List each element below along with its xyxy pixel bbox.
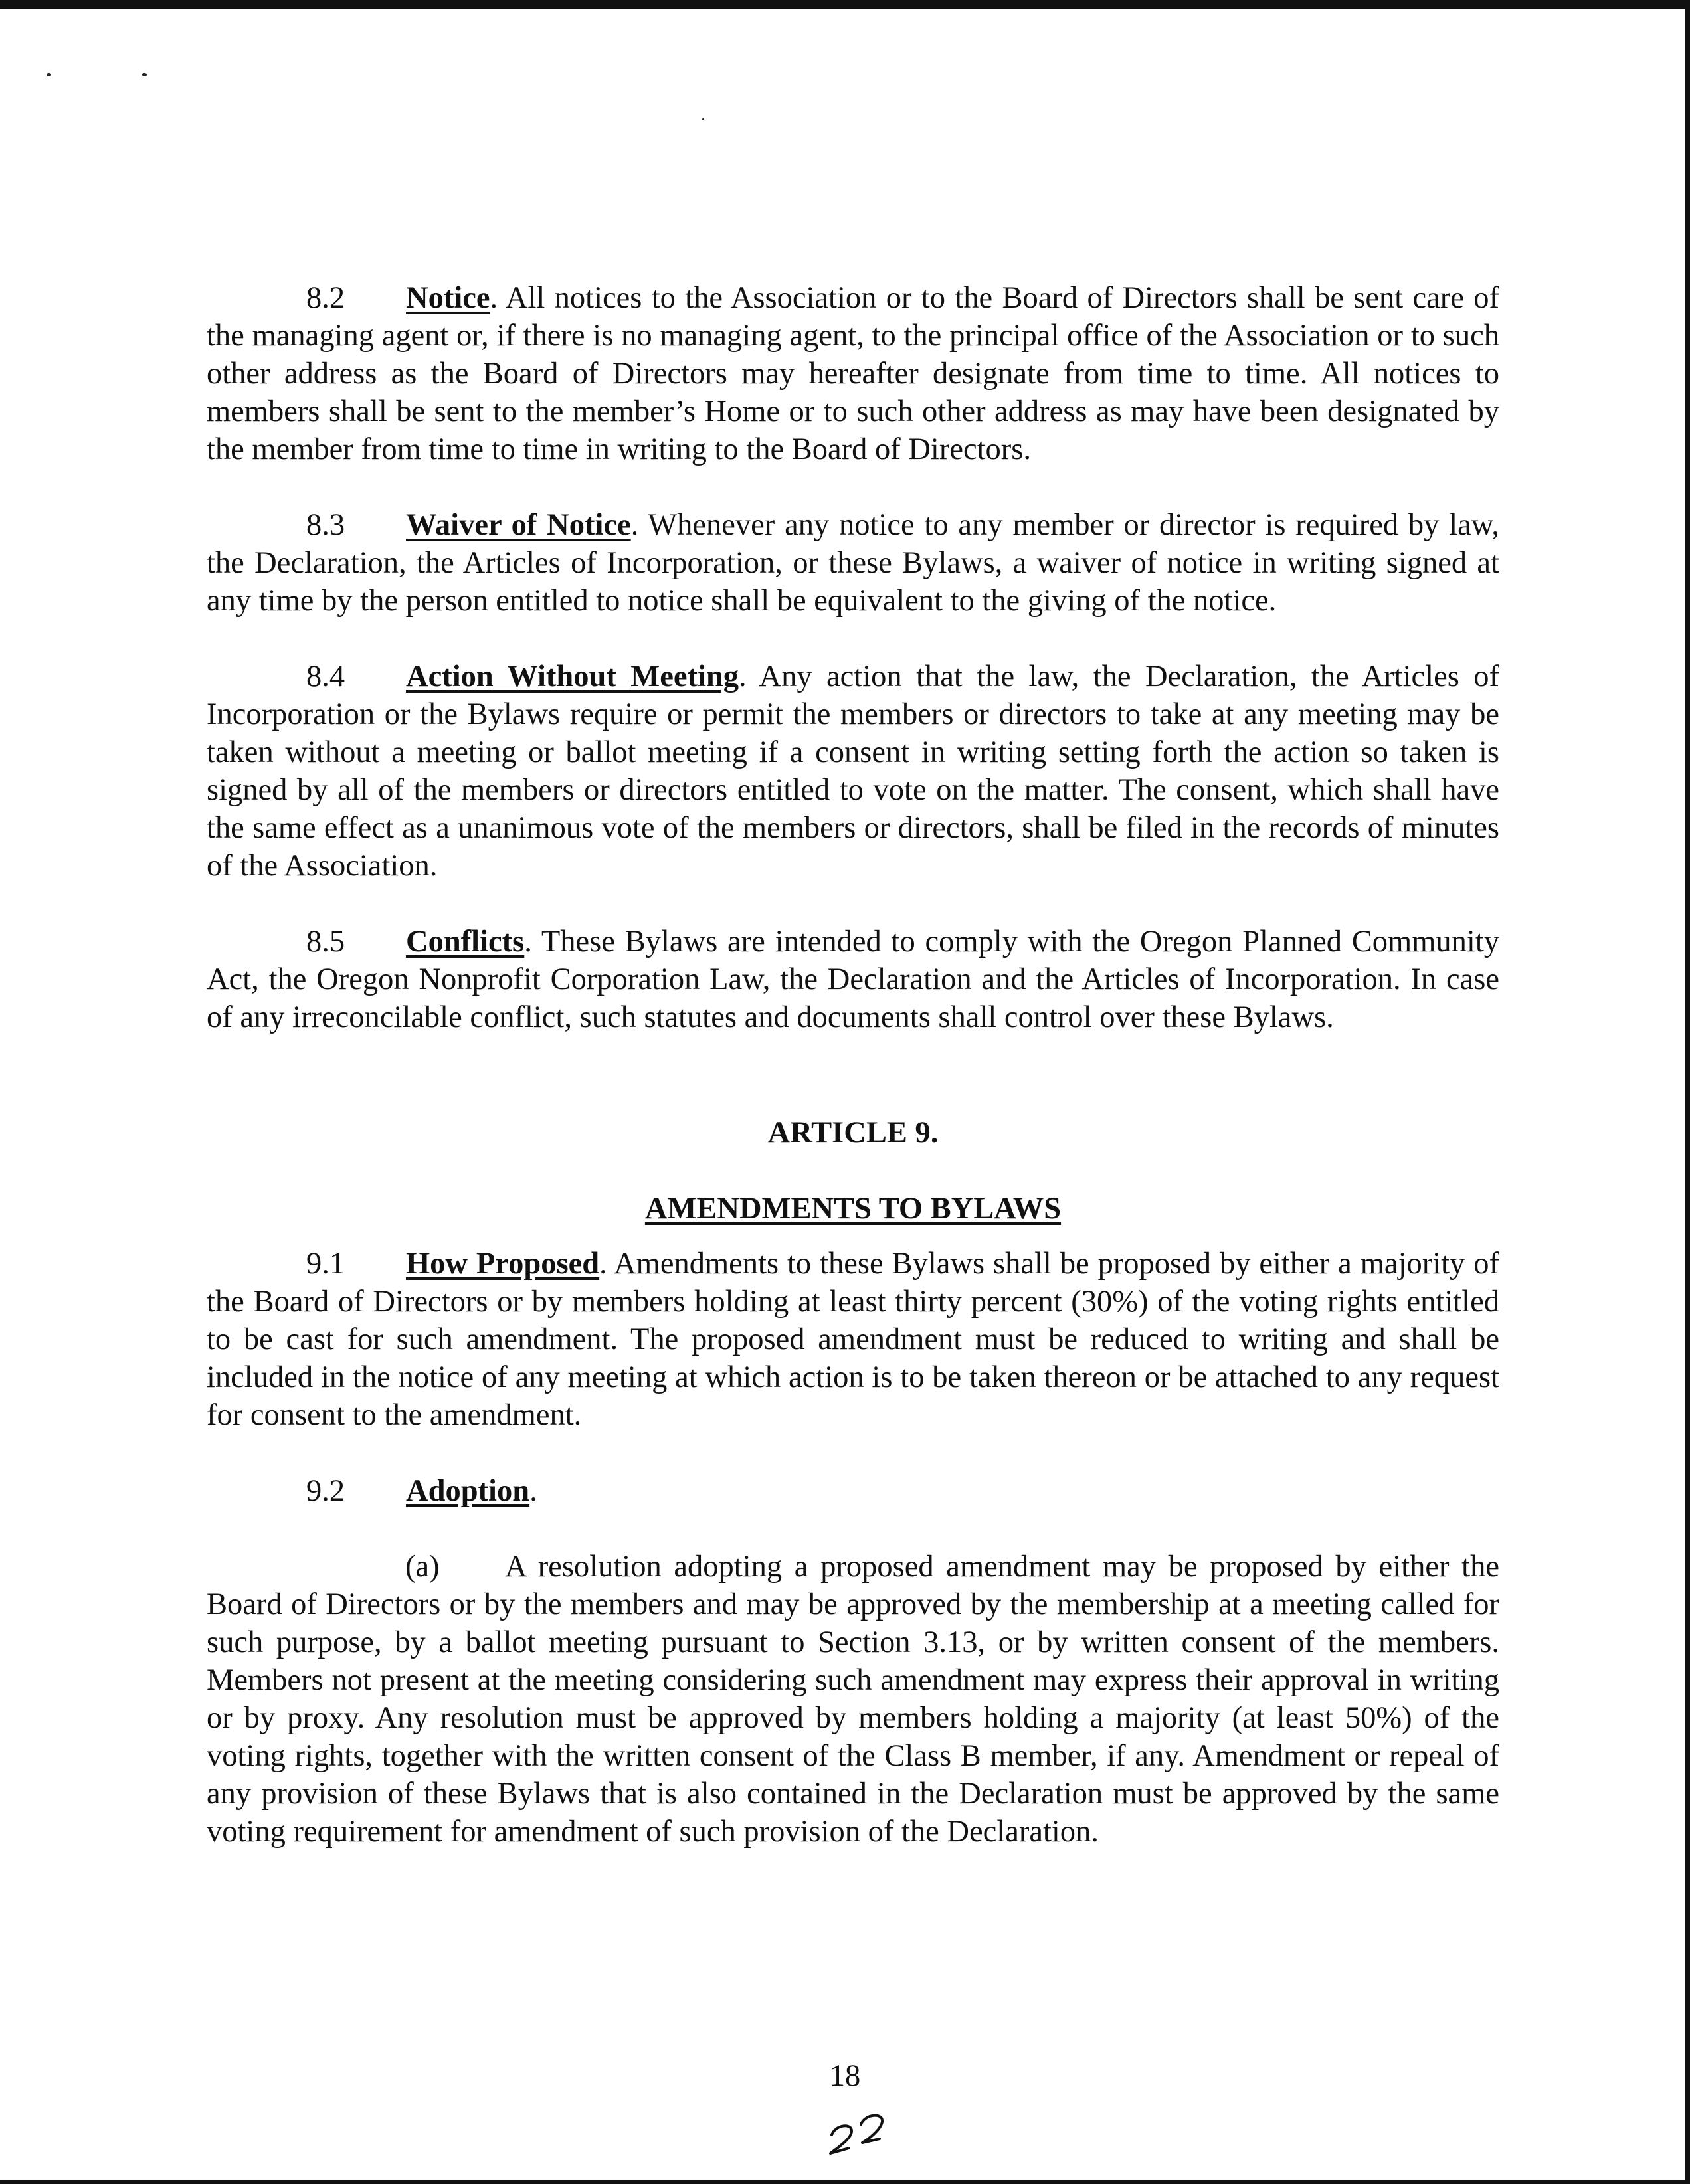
section-heading: Conflicts	[406, 925, 525, 958]
section-8-3	[207, 506, 1499, 620]
scan-speck	[142, 73, 147, 76]
scan-border-right	[1685, 0, 1690, 2184]
scan-speck	[47, 73, 51, 76]
section-8-5	[207, 923, 1499, 1036]
section-number: 9.1	[306, 1247, 345, 1281]
article-title: ARTICLE 9.	[767, 1116, 939, 1150]
section-heading: Adoption	[406, 1474, 530, 1508]
scan-border-top	[0, 0, 1690, 9]
section-body: . Amendments to these Bylaws shall be proposed by either a majority of the Board of Directors or by members holding at least thirty percent (30%) of the voting rights entitled to be cast for such amendment. The proposed amendment must be reduced to writing and shall be included in the notice of any meeting at which action is to be taken thereon or be attached to any request for consent to the amendment.	[207, 1247, 1499, 1432]
section-8-4	[207, 658, 1499, 885]
subsection-body: A resolution adopting a proposed amendment may be proposed by either the Board of Directors or by the members and may be approved by the membership at a meeting called for such purpose, by a ballot meeting pursuant to Section 3.13, or by written consent of the members. Members not present at the meeting considering such amendment may express their approval in writing or by proxy. Any resolution must be approved by members holding a majority (at least 50%) of the voting rights, together with the written consent of the Class B member, if any. Amendment or repeal of any provision of these Bylaws that is also contained in the Declaration must be approved by the same voting requirement for amendment of such provision of the Declaration.	[207, 1550, 1499, 1849]
section-body: . All notices to the Association or to the Board of Directors shall be sent care of the managing agent or, if there is no managing agent, to the principal office of the Association or to such other address as the Board of Directors may hereafter designate from time to time. All notices to members shall be sent to the member’s Home or to such other address as may have been designated by the member from time to time in writing to the Board of Directors.	[207, 281, 1499, 466]
section-body: . Any action that the law, the Declaration, the Articles of Incorporation or the Bylaws require or permit the members or directors to take at any meeting may be taken without a meeting or ballot meeting if a consent in writing setting forth the action so taken is signed by all of the members or directors entitled to vote on the matter. The consent, which shall have the same effect as a unanimous vote of the members or directors, shall be filed in the records of minutes of the Association.	[207, 660, 1499, 883]
section-body: . These Bylaws are intended to comply with the Oregon Planned Community Act, the Oregon Nonprofit Corporation Law, the Declaration and the Articles of Incorporation. In case of any irreconcilable conflict, such statutes and documents shall control over these Bylaws.	[207, 925, 1499, 1034]
section-heading: Action Without Meeting	[406, 660, 739, 693]
handwritten-page-mark	[822, 2106, 922, 2159]
document-body	[207, 279, 1499, 1888]
section-heading: How Proposed	[406, 1247, 600, 1281]
section-9-2	[207, 1472, 1499, 1510]
section-body: .	[529, 1474, 537, 1508]
section-number: 8.5	[306, 925, 345, 958]
section-body: . Whenever any notice to any member or director is required by law, the Declaration, the Articles of Incorporation, or these Bylaws, a waiver of notice in writing signed at any time by the person entitled to notice shall be equivalent to the giving of the notice.	[207, 508, 1499, 618]
section-number: 8.3	[306, 508, 345, 542]
subsection-label: (a)	[405, 1550, 440, 1584]
subsection-a	[207, 1548, 1499, 1851]
section-number: 9.2	[306, 1474, 345, 1508]
article-subtitle: AMENDMENTS TO BYLAWS	[644, 1192, 1062, 1226]
section-9-1	[207, 1245, 1499, 1434]
section-heading: Waiver of Notice	[406, 508, 631, 542]
section-heading: Notice	[406, 281, 490, 315]
section-number: 8.2	[306, 281, 345, 315]
page-number: 18	[829, 2059, 861, 2093]
section-number: 8.4	[306, 660, 345, 693]
scan-speck	[702, 118, 704, 120]
section-8-2	[207, 279, 1499, 468]
scan-border-bottom	[0, 2180, 1690, 2184]
